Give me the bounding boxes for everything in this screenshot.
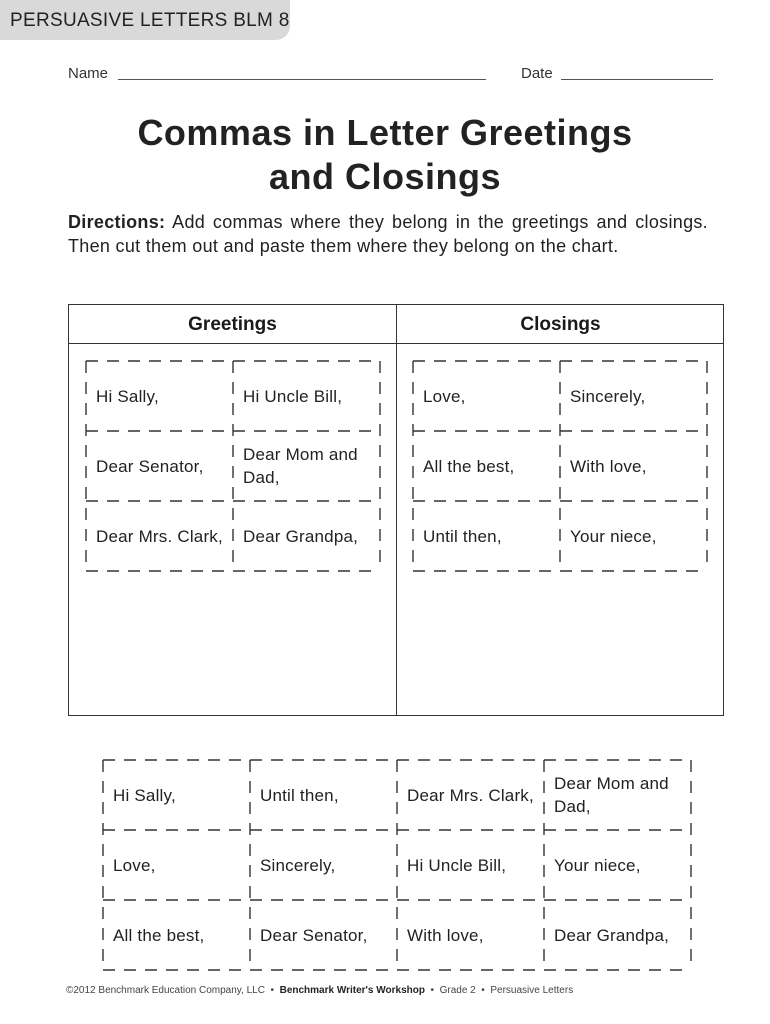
cutout-item[interactable]: Sincerely, <box>260 855 336 875</box>
closing-cutout-item[interactable]: Your niece, <box>570 526 657 546</box>
greeting-cutout-item[interactable]: Dear Mrs. Clark, <box>96 526 223 546</box>
cutout-item[interactable]: Dear Mom and Dad, <box>554 774 669 816</box>
page-title-line1: Commas in Letter Greetings <box>137 112 633 153</box>
cutout-item[interactable]: Love, <box>113 855 156 875</box>
date-label: Date <box>521 65 553 82</box>
cutout-item[interactable]: Hi Uncle Bill, <box>407 855 507 875</box>
name-label: Name <box>68 65 109 82</box>
closings-header: Closings <box>520 314 601 335</box>
greetings-header: Greetings <box>188 314 277 335</box>
footer-grade: Grade 2 <box>439 985 476 996</box>
greeting-cutout-item[interactable]: Dear Senator, <box>96 456 204 476</box>
cutout-item[interactable]: Hi Sally, <box>113 785 176 805</box>
greeting-cutout-item[interactable]: Hi Sally, <box>96 386 159 406</box>
page-title-line2: and Closings <box>268 156 502 197</box>
closing-cutout-item[interactable]: All the best, <box>423 456 515 476</box>
closing-cutout-item[interactable]: With love, <box>570 456 647 476</box>
header-tab-label: PERSUASIVE LETTERS BLM 8 <box>10 10 290 31</box>
greeting-cutout-item[interactable]: Dear Mom and Dad, <box>243 445 358 487</box>
cutout-item[interactable]: Dear Senator, <box>260 925 368 945</box>
footer-copyright: ©2012 Benchmark Education Company, LLC <box>66 985 265 996</box>
cutout-item[interactable]: Dear Mrs. Clark, <box>407 785 534 805</box>
greeting-cutout-item[interactable]: Dear Grandpa, <box>243 526 359 546</box>
closing-cutout-item[interactable]: Love, <box>423 386 466 406</box>
footer-program: Benchmark Writer's Workshop <box>279 985 425 996</box>
cutout-item[interactable]: Your niece, <box>554 855 641 875</box>
directions-label: Directions: <box>68 212 166 232</box>
footer-unit: Persuasive Letters <box>490 985 574 996</box>
cutout-item[interactable]: Until then, <box>260 785 339 805</box>
greeting-cutout-item[interactable]: Hi Uncle Bill, <box>243 386 343 406</box>
closing-cutout-item[interactable]: Until then, <box>423 526 502 546</box>
footer: ©2012 Benchmark Education Company, LLC • Benchmark Writer's Workshop • Grade 2 • Persuasive Letters <box>66 985 574 996</box>
closing-cutout-item[interactable]: Sincerely, <box>570 386 646 406</box>
cutout-item[interactable]: Dear Grandpa, <box>554 925 670 945</box>
cutout-item[interactable]: With love, <box>407 925 484 945</box>
cutout-item[interactable]: All the best, <box>113 925 205 945</box>
directions-text: Add commas where they belong in the greetings and closings. Then cut them out and paste them where they belong on the chart. <box>68 212 708 256</box>
